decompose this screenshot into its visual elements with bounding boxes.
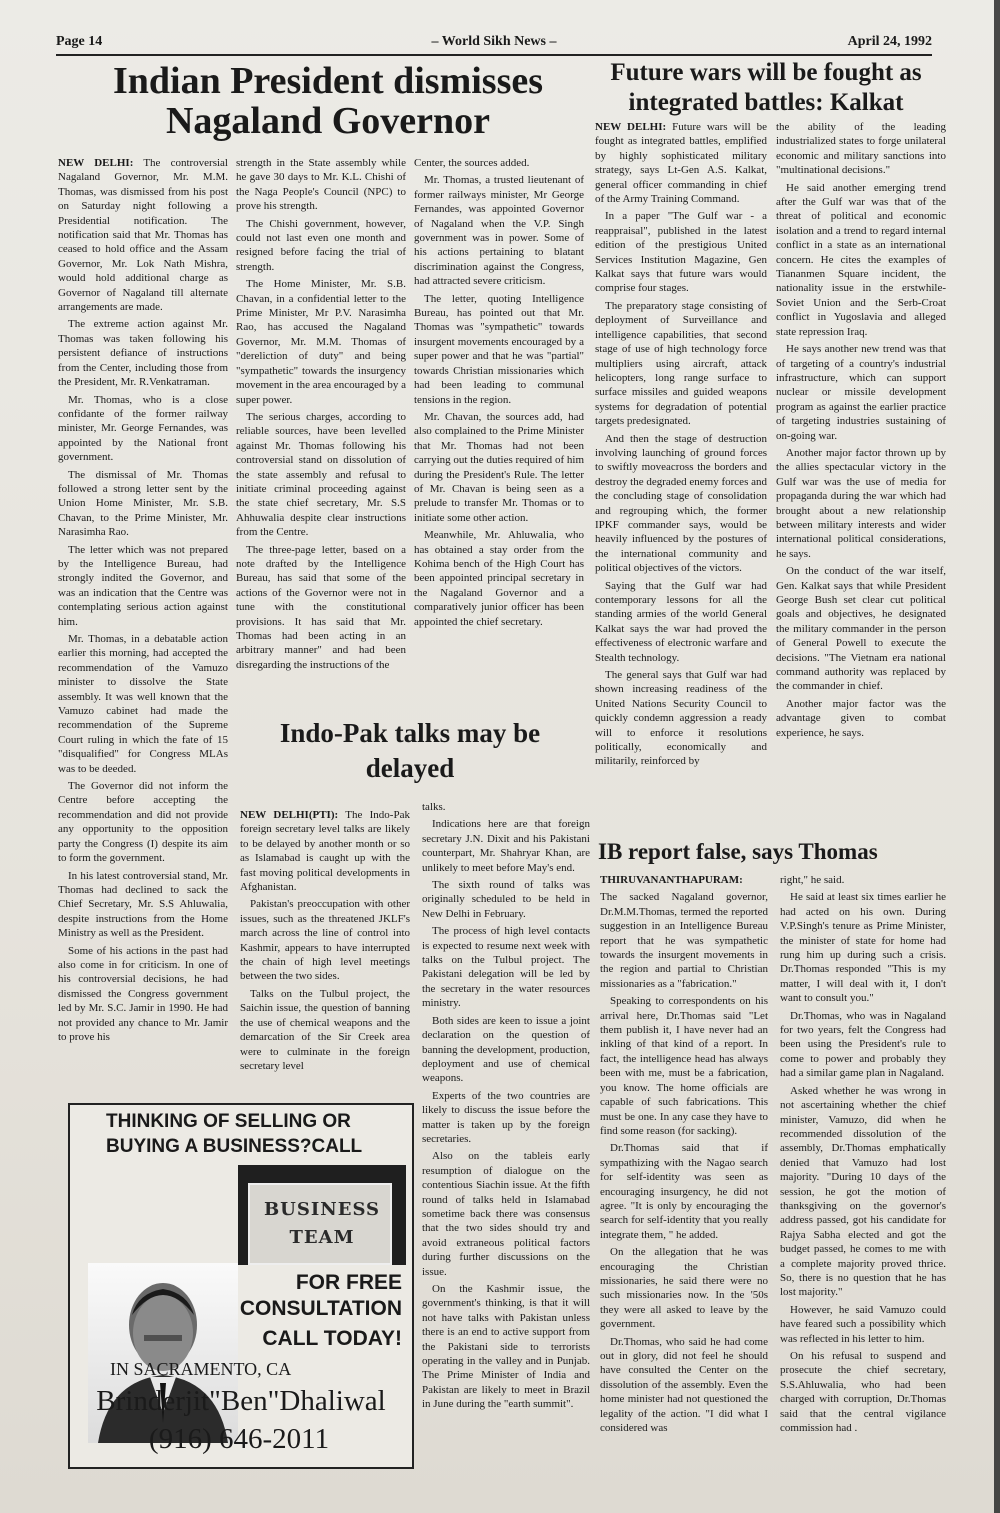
newspaper-name: – World Sikh News – <box>431 34 557 49</box>
paragraph: In a paper "The Gulf war - a reappraisal", published in the latest edition of the prestigious United Services Institution Magazine, Gen Kalkat says that future wars would comprise four stages. <box>595 210 767 295</box>
ad-line2: BUYING A BUSINESS?CALL <box>106 1136 363 1157</box>
paragraph: The preparatory stage consisting of deployment of Surveillance and intelligence capabilities, that second stage of use of high technology force multipliers using aircraft, attack helicopters, long range surface to surface missiles and guided weapons systems for degradation of potential targets predesignated. <box>595 299 767 428</box>
article2-headline-line1: Future wars will be fought as <box>610 59 922 86</box>
paragraph: Dr.Thomas, who was in Nagaland for two years, felt the Congress had been using the President's rule to come to power and probably they had a similar game plan in Nagaland. <box>780 1009 946 1080</box>
paragraph: The process of high level contacts is expected to resume next week with talks on the Tulbul project. The Pakistani delegation will be led by the secretary in the water resources ministry. <box>422 925 590 1010</box>
paragraph: However, he said Vamuzo could have feared such a possibility which was reflected in his letter to him. <box>780 1303 946 1345</box>
paragraph: Meanwhile, Mr. Ahluwalia, who has obtained a stay order from the Kohima bench of the High Court has been appointed principal secretary in the Nagaland Governor and a comparatively junior officer has been appointed the chief secretary. <box>414 529 584 628</box>
ad-location: IN SACRAMENTO, CA <box>110 1359 292 1379</box>
paragraph: On the Kashmir issue, the government's thinking, is that it will not have talks with Pakistan unless there is an end to active support from the Pakistani side to terrorists operating in the valley and in Punjab. The Prime Minister of India and Pakistan are likely to meet in Brazil in June during the "earth summit". <box>422 1283 590 1411</box>
paragraph: The Indo-Pak foreign secretary level talks are likely to be delayed by another month or so as Islamabad is caught up with the fast moving political developments in Afghanistan. <box>240 809 410 894</box>
ad-cta-consultation: CONSULTATION <box>239 1297 402 1320</box>
article4-col1 <box>600 873 768 1465</box>
paragraph: The letter which was not prepared by the Intelligence Bureau, had strongly indited the Governor, and was an indication that the Centre was contemplating serious action against him. <box>58 543 228 628</box>
paragraph: Speaking to correspondents on his arrival here, Dr.Thomas said "Let them publish it, I have never had an inkling of that kind of a report. In fact, the intelligence head has always been with me, must be a fabrication, you know. The home officials are capable of such fabrications. This must be one. In any case they have to find some reason (for sacking). <box>600 995 768 1137</box>
page-number: Page 14 <box>56 34 103 49</box>
article4-col2 <box>780 873 946 1465</box>
paragraph: Talks on the Tulbul project, the Saichin issue, the question of banning the use of chemical weapons and the demarcation of the Sir Creek area were to culminate in the foreign secretary level <box>240 987 410 1072</box>
article2-col1 <box>595 120 767 820</box>
paragraph: Pakistan's preoccupation with other issues, such as the threatened JKLF's march across the line of control into Kashmir, appears to have interrupted the chain of high level meetings between the two sides. <box>240 898 410 983</box>
ad-cta-free: FOR FREE <box>295 1271 402 1294</box>
paragraph: the ability of the leading industrialized states to forge unilateral economic and military sanctions into "multinational decisions." <box>776 121 946 177</box>
article1-col2 <box>236 156 406 700</box>
article4-dateline: THIRUVANANTHAPURAM: <box>600 874 743 886</box>
article4-headline-line1: IB report false, says Thomas <box>598 839 878 864</box>
article1-headline <box>68 62 588 142</box>
article1-headline-line1: Indian President dismisses <box>112 60 544 102</box>
paragraph: Asked whether he was wrong in not ascertaining whether the chief minister, Vamuzo, did when he recommended dissolution of the assembly, Dr.Thomas emphatically denied that Vamuzo had lost majority. "During 10 days of the session, he got the motion of thanksgiving on the governor's address passed, got his candidate for Rajya Sabha elected and got the budget passed, he comes to me with a complete majority proved thrice. So, there is no question that he has lost majority." <box>780 1084 946 1299</box>
article2-dateline: NEW DELHI: <box>595 121 667 133</box>
paragraph: Center, the sources added. <box>414 157 530 169</box>
paragraph: Both sides are keen to issue a joint declaration on the question of banning the development, production, deployment and use of chemical weapons. <box>422 1014 590 1085</box>
paragraph: Also on the tableis early resumption of dialogue on the contentious Siachin issue. At the fifth round of talks held in Islamabad sometime back there was consensus that the two sides should try and avoid extraneous political factors during further discussions on the issue. <box>422 1150 590 1278</box>
article2-headline <box>592 58 940 118</box>
paragraph: Future wars will be fought as integrated battles, emplified by highly sophisticated military strategy, says Lt-Gen A.S. Kalkat, general officer commanding in chief of the Army Training Command. <box>595 121 767 206</box>
paragraph: The Governor did not inform the Centre before accepting the recommendation and did not provide any opportunity to the opposition party the Congress (I) despite its aim to form the government. <box>58 780 228 865</box>
paragraph: Mr. Thomas, who is a close confidante of the former railway minister, Mr. George Fernandes, was appointed by the National front government. <box>58 393 228 464</box>
paragraph: In his latest controversial stand, Mr. Thomas had declined to sack the Chief Secretary, Mr. S.S Ahluwalia, despite instructions from the Home Ministry as well as the President. <box>58 869 228 940</box>
paragraph: On his refusal to suspend and prosecute the chief secretary, S.S.Ahluwalia, who had been charged with corruption, Dr.Thomas said that the central vigilance commission had . <box>780 1350 946 1435</box>
page-header <box>56 34 932 52</box>
paragraph: Dr.Thomas said that if sympathizing with the Nagao search for self-identity was seen as encouraging insurgency, he did not agree. "It is only by encouraging the search for self-identity that you really integrate them, " he added. <box>600 1142 768 1241</box>
article3-col2 <box>422 800 590 1464</box>
paragraph: Mr. Chavan, the sources add, had also complained to the Prime Minister that Mr. Thomas had not been carrying out the duties required of him during the President's Rule. The letter of Mr. Chavan is being seen as a prelude to transfer Mr. Thomas or to initiate some other action. <box>414 410 584 524</box>
issue-date: April 24, 1992 <box>847 34 932 49</box>
paragraph: strength in the State assembly while he gave 30 days to Mr. K.L. Chishi of the Naga People's Council (NPC) to prove his strength. <box>236 157 406 213</box>
paragraph: Experts of the two countries are likely to discuss the issue before the matter is taken up by the foreign secretaries. <box>422 1089 590 1145</box>
paragraph: Saying that the Gulf war had contemporary lessons for all the standing armies of the world General Kalkat says the war had proved the effectiveness of electronic warfare and Stealth technology. <box>595 579 767 664</box>
ad-contact-name: Brinderjit"Ben"Dhaliwal <box>96 1385 386 1417</box>
paragraph: The sacked Nagaland governor, Dr.M.M.Thomas, termed the reported suggestion in an Intelligence Bureau report that he was sympathetic towards the insurgent movements in the region and partial to Christian missionaries as a "fabrication." <box>600 891 768 990</box>
paragraph: The Home Minister, Mr. S.B. Chavan, in a confidential letter to the Prime Minister, Mr P.V. Narasimha Rao, has accused the Nagaland Governor, Mr. M.M. Thomas of "dereliction of duty" and being "sympathetic" towards the insurgency movement in the area encouraged by a super power. <box>236 278 406 406</box>
article3-headline <box>236 716 584 786</box>
page-edge <box>994 0 1000 1513</box>
paragraph: He said at least six times earlier he had acted on his own. During V.P.Singh's tenure as Prime Minister, the minister of state for home had rung him up during such a crisis. Dr.Thomas responded "This is my matter, I will deal with it, I don't want to consult you." <box>780 891 946 1005</box>
paragraph: Another major factor was the advantage given to combat experience, he says. <box>776 697 946 739</box>
article2-headline-line2: integrated battles: Kalkat <box>628 89 904 116</box>
paragraph: Dr.Thomas, who said he had come out in glory, did not feel he should have consulted the Center on the dissolution of the assembly. Even the home minister had not questioned the legality of the action. "I did what I considered was <box>600 1335 768 1435</box>
paragraph: He said another emerging trend after the Gulf war was that of the threat of political and economic isolation and a trend to regard internal conflict in a state as an international concern. He cites the examples of Tiananmen Square incident, the nationality issue in the erstwhile- Soviet Union and the Serb-Croat conflict in Yugoslavia and alleged state repression Iraq. <box>776 181 946 338</box>
paragraph: Mr. Thomas, in a debatable action earlier this morning, had accepted the recommendation of the Vamuzo minister to dissolve the State assembly. It was well known that the Vamuzo cabinet had made the recommendation of the Supreme Court ruling in which the fate of 15 "disqualified" for Congress MLAs was to be deeded. <box>58 633 228 775</box>
article3-headline-line1: Indo-Pak talks may be <box>279 718 541 748</box>
paragraph: talks. <box>422 801 446 813</box>
business-team-logo <box>238 1165 406 1265</box>
paragraph: He says another new trend was that of targeting of a country's industrial infrastructure, which can support nuclear or missile development program as against the earlier practice of targeting industries sustaining of on-going war. <box>776 343 946 442</box>
paragraph: right," he said. <box>780 874 845 886</box>
article3-headline-line2: delayed <box>365 753 455 784</box>
paragraph: The general says that Gulf war had shown increasing readiness of the United Nations Security Council to quickly condemn aggression a ready will to enforce it resolutions politically, economically and militarily, reinforced by <box>595 669 767 768</box>
paragraph: And then the stage of destruction involving launching of ground forces to swiftly moveacross the borders and destroy the degraded enemy forces and the concluding stage of consolidation and regrouping which, the former IPKF commander says, would be heavily influenced by the postures of the international community and political objectives of the victors. <box>595 432 767 575</box>
article1-dateline: NEW DELHI: <box>58 157 134 169</box>
ad-phone-number: (916) 646-2011 <box>148 1423 330 1455</box>
article4-headline <box>598 840 950 864</box>
paragraph: On the allegation that he was encouraging the Christian missionaries, he said there were no such missionaries now. In the '50s they were all asked to leave by the government. <box>600 1246 768 1331</box>
article1-col1 <box>58 156 228 1100</box>
logo-box <box>248 1183 392 1265</box>
paragraph: Another major factor thrown up by the allies spectacular victory in the Gulf war was the use of media for propaganda during the war which had brought about a new relationship between military interests and wider international political considerations, he says. <box>776 446 946 560</box>
article1-col3 <box>414 156 584 702</box>
business-team-ad <box>68 1103 414 1469</box>
paragraph: The extreme action against Mr. Thomas was taken following his persistent defiance of instructions from the Center, including those from the President, Mr. R.Venkatraman. <box>58 318 228 389</box>
ad-cta-call: CALL TODAY! <box>262 1327 402 1350</box>
logo-word-team: TEAM <box>289 1227 355 1248</box>
paragraph: The controversial Nagaland Governor, Mr. M.M. Thomas, was dismissed from his post on Saturday night following a Presidential notification. The notification said that Mr. Thomas has ceased to hold office and the Assam Governor, Mr. Lok Nath Mishra, would hold additional charge as Governor of Nagaland till alternate arrangements are made. <box>58 157 228 314</box>
paragraph: The three-page letter, based on a note drafted by the Intelligence Bureau, has said that some of the actions of the Governor were not in tune with the constitutional provisions. It has said that Mr. Thomas had been acting in an arbitrary manner" and had been disregarding the instructions of the <box>236 543 406 671</box>
paragraph: Some of his actions in the past had also come in for criticism. In one of his controversial decisions, he had dismissed the Congress government led by Mr. S.C. Jamir in 1990. He had not provided any chance to Mr. Jamir to prove his <box>58 944 228 1043</box>
paragraph: Indications here are that foreign secretary J.N. Dixit and his Pakistani counterpart, Mr. Shahryar Khan, are unlikely to meet before May's end. <box>422 818 590 874</box>
paragraph: The serious charges, according to reliable sources, have been levelled against Mr. Thomas following his controversial stand on dissolution of the state assembly and refusal to initiate criminal proceeding against the state chief secretary, Mr. S.S Ahhuwalia despite clear instructions from the Centre. <box>236 410 406 539</box>
logo-word-business: BUSINESS <box>263 1199 381 1220</box>
paragraph: The Chishi government, however, could not last even one month and resigned before facing the trial of strength. <box>236 217 406 273</box>
paragraph: Mr. Thomas, a trusted lieutenant of former railways minister, Mr George Fernandes, was appointed Governor of Nagaland when the V.P. Singh government was in power. Some of his actions pertaining to blatant discrimination against the Congress, had attracted severe criticism. <box>414 174 584 288</box>
header-rule <box>56 54 932 56</box>
paragraph: On the conduct of the war itself, Gen. Kalkat says that while President George Bush set clear cut political goals and objectives, he designated the military commander in the person of General Powell to execute the decisions. "The Vietnam era national command authority was replaced by the commander in chief. <box>776 565 946 693</box>
article3-col1 <box>240 808 410 1098</box>
paragraph: The dismissal of Mr. Thomas followed a strong letter sent by the Union Home Minister, Mr. S.B. Chavan, to the Prime Minister, Mr. Narasimha Rao. <box>58 468 228 539</box>
ad-line1: THINKING OF SELLING OR <box>106 1111 351 1132</box>
paragraph: The letter, quoting Intelligence Bureau, has pointed out that Mr. Thomas was "sympathetic" towards insurgent movements encouraged by a super power and that he was "partial" towards Christian missionaries which had been leading to communal tensions in the region. <box>414 292 584 406</box>
article1-headline-line2: Nagaland Governor <box>165 99 491 142</box>
article2-col2 <box>776 120 946 820</box>
paragraph: The sixth round of talks was originally scheduled to be held in New Delhi in February. <box>422 879 590 920</box>
article3-dateline: NEW DELHI(PTI): <box>240 809 339 821</box>
